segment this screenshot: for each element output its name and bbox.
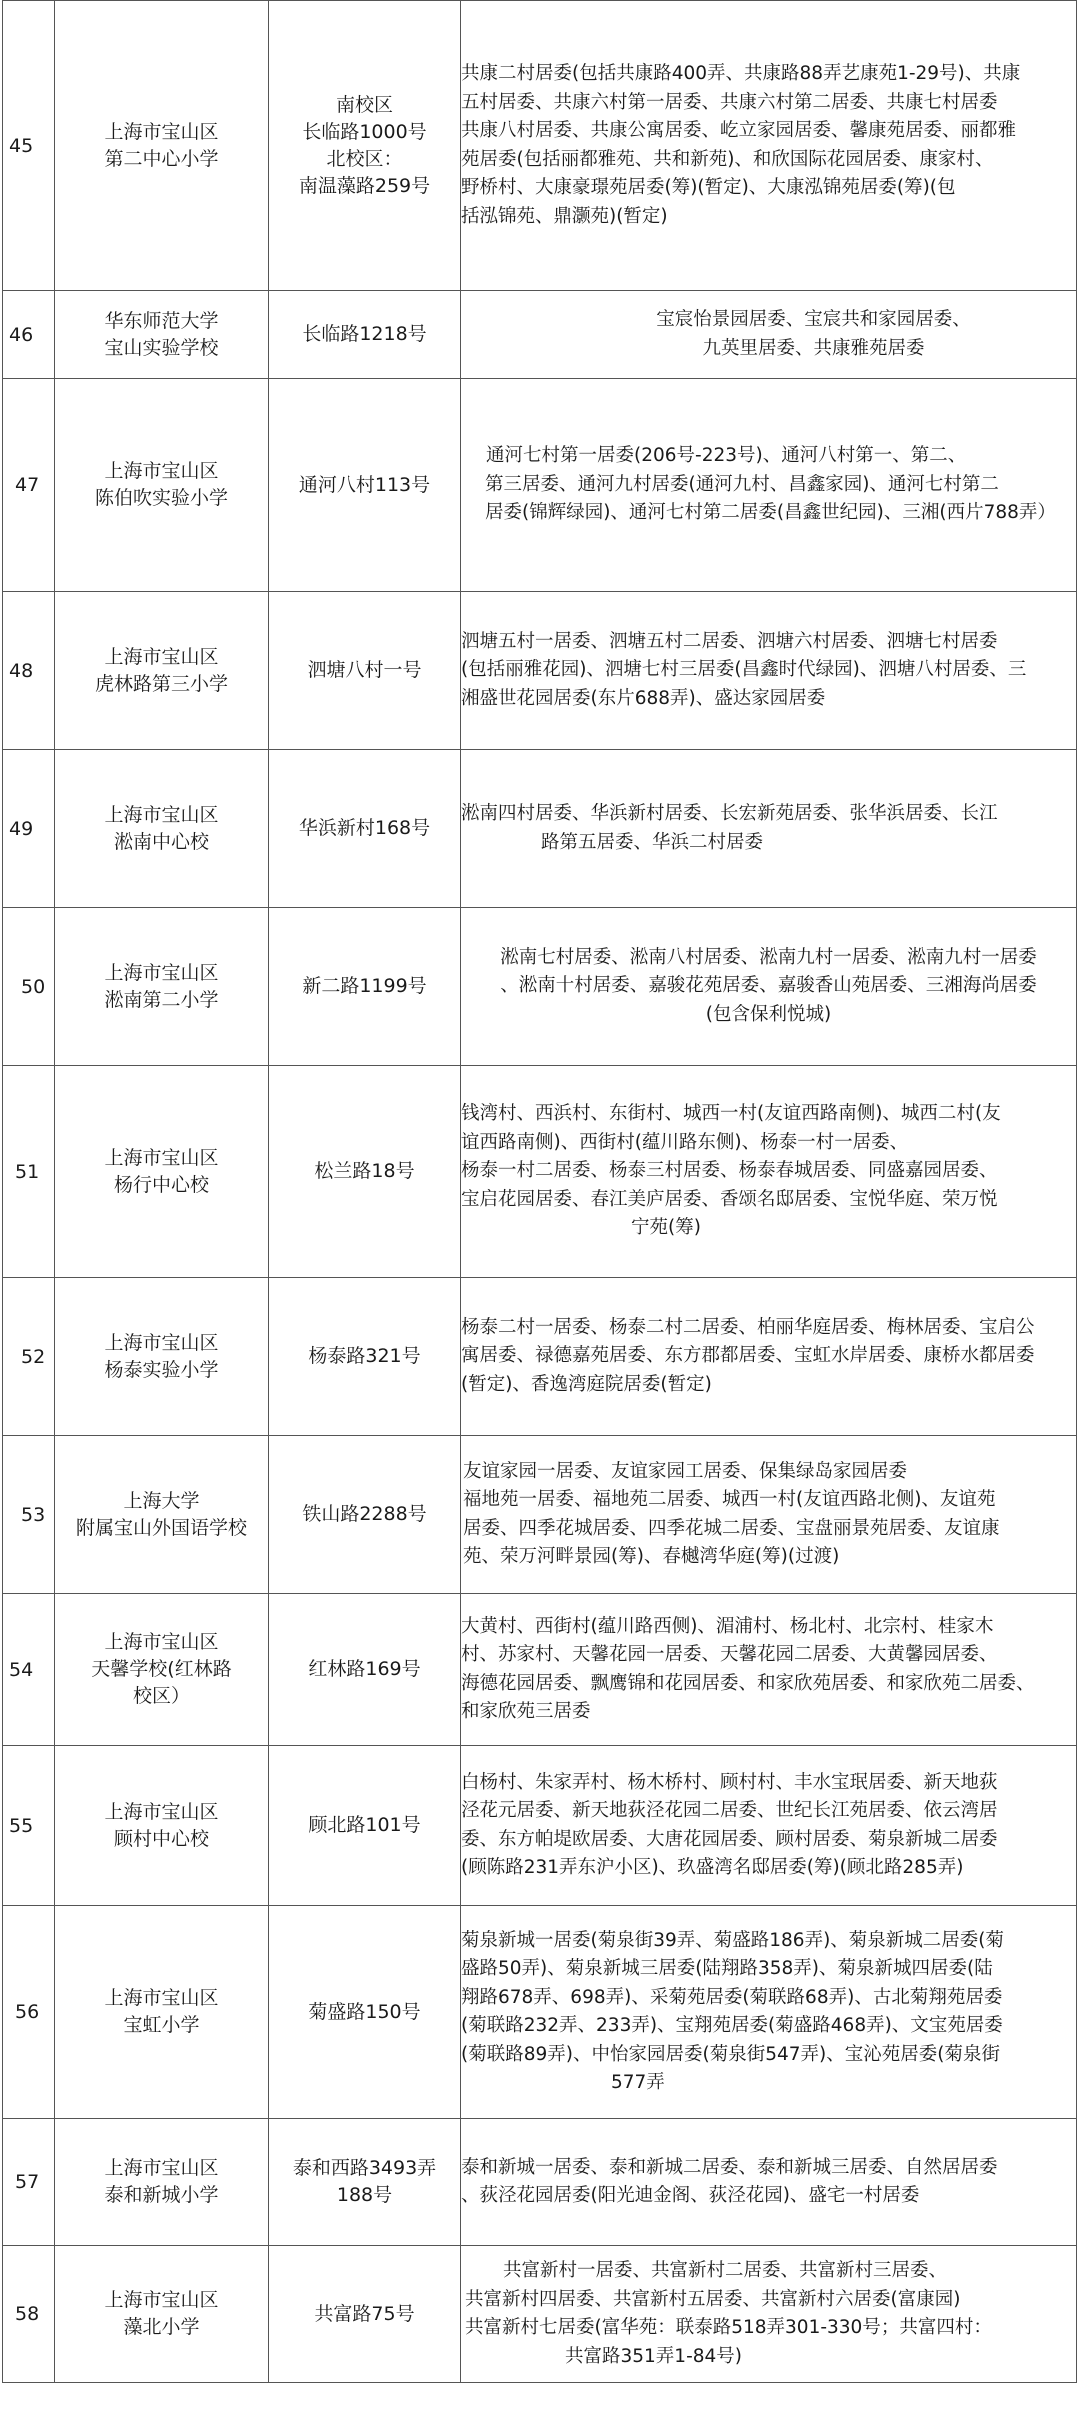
- school-name-line: 上海市宝山区: [104, 645, 219, 668]
- enrollment-area-line: 杨泰一村二居委、杨泰三村居委、杨泰春城居委、同盛嘉园居委、: [461, 1160, 998, 1182]
- school-address-cell: [269, 750, 461, 908]
- school-name-cell: [55, 2119, 269, 2246]
- enrollment-area-line: 九英里居委、共康雅苑居委: [702, 337, 925, 359]
- table-row: [3, 750, 1077, 908]
- school-address-line: 顾北路101号: [308, 1814, 421, 1836]
- enrollment-area-line: 淞南七村居委、淞南八村居委、淞南九村一居委、淞南九村一居委: [500, 946, 1037, 968]
- school-address-line: 南校区: [335, 93, 393, 116]
- school-address-cell: [269, 2246, 461, 2383]
- school-name-line: 宝虹小学: [123, 2014, 200, 2036]
- enrollment-area-cell: [461, 1436, 1077, 1594]
- school-name-line: 附属宝山外国语学校: [75, 1516, 247, 1539]
- enrollment-area-line: 五村居委、共康六村第一居委、共康六村第二居委、共康七村居委: [461, 91, 998, 113]
- school-address-line: 铁山路2288号: [302, 1503, 427, 1525]
- table-row: [3, 1906, 1077, 2119]
- enrollment-area-cell: [461, 1278, 1077, 1436]
- enrollment-area-cell: [461, 379, 1077, 592]
- enrollment-area-line: 577弄: [611, 2072, 665, 2093]
- row-number: 45: [3, 1, 55, 291]
- school-name-line: 杨行中心校: [113, 1173, 209, 1196]
- table-row: [3, 592, 1077, 750]
- enrollment-area-line: (菊联路89弄)、中怡家园居委(菊泉街547弄)、宝沁苑居委(菊泉街: [461, 2043, 1000, 2065]
- school-district-table: [2, 0, 1077, 2383]
- school-name-line: 上海市宝山区: [104, 1631, 219, 1653]
- school-name-line: 杨泰实验小学: [104, 1358, 219, 1381]
- school-name-line: 上海大学: [123, 1489, 200, 1512]
- school-name-line: 上海市宝山区: [104, 460, 219, 482]
- school-name-line: 上海市宝山区: [104, 1800, 219, 1823]
- school-name-cell: [55, 592, 269, 750]
- school-name-line: 天馨学校(红林路: [91, 1658, 232, 1680]
- enrollment-area-line: (菊联路232弄、233弄)、宝翔苑居委(菊盛路468弄)、文宝苑居委: [461, 2015, 1003, 2036]
- table-row: [3, 1436, 1077, 1594]
- school-address-cell: [269, 1, 461, 291]
- school-address-cell: [269, 2119, 461, 2246]
- table-row: [3, 1594, 1077, 1746]
- enrollment-area-line: 盛路50弄)、菊泉新城三居委(陆翔路358弄)、菊泉新城四居委(陆: [461, 1958, 993, 1979]
- school-name-cell: [55, 1436, 269, 1594]
- school-name-cell: [55, 1746, 269, 1906]
- enrollment-area-cell: [461, 2246, 1077, 2383]
- enrollment-area-line: 和家欣苑三居委: [461, 1701, 591, 1722]
- enrollment-area-cell: [461, 1746, 1077, 1906]
- enrollment-area-line: 苑、荣万河畔景园(筹)、春樾湾华庭(筹)(过渡): [463, 1546, 840, 1567]
- school-address-line: 菊盛路150号: [308, 2000, 421, 2023]
- school-address-cell: [269, 908, 461, 1066]
- school-name-line: 上海市宝山区: [104, 1146, 219, 1169]
- row-number: 48: [3, 592, 55, 750]
- school-address-cell: [269, 1066, 461, 1278]
- enrollment-area-cell: [461, 1594, 1077, 1746]
- enrollment-area-line: 路第五居委、华浜二村居委: [541, 831, 764, 853]
- school-address-line: 北校区：: [326, 147, 403, 170]
- school-name-line: 藻北小学: [123, 2316, 200, 2338]
- enrollment-area-line: 菊泉新城一居委(菊泉街39弄、菊盛路186弄)、菊泉新城二居委(菊: [461, 1929, 1005, 1951]
- row-number: 57: [3, 2119, 55, 2246]
- row-number: 51: [3, 1066, 55, 1278]
- row-number: 58: [3, 2246, 55, 2383]
- row-number: 49: [3, 750, 55, 908]
- school-address-line: 杨泰路321号: [308, 1345, 421, 1367]
- school-address-line: 新二路1199号: [302, 975, 427, 997]
- school-name-line: 上海市宝山区: [104, 803, 219, 826]
- school-name-cell: [55, 1, 269, 291]
- school-address-line: 通河八村113号: [298, 473, 431, 496]
- table-row: [3, 2119, 1077, 2246]
- school-name-line: 上海市宝山区: [104, 1331, 219, 1354]
- school-name-cell: [55, 750, 269, 908]
- school-address-cell: [269, 592, 461, 750]
- enrollment-area-cell: [461, 1906, 1077, 2119]
- school-name-cell: [55, 1906, 269, 2119]
- table-row: [3, 2246, 1077, 2383]
- row-number: 46: [3, 291, 55, 379]
- school-name-line: 淞南中心校: [113, 830, 209, 853]
- enrollment-area-line: 泗塘五村一居委、泗塘五村二居委、泗塘六村居委、泗塘七村居委: [461, 630, 998, 652]
- enrollment-area-line: 第三居委、通河九村居委(通河九村、昌鑫家园)、通河七村第二: [485, 473, 999, 495]
- school-name-line: 上海市宝山区: [104, 961, 219, 984]
- table-row: [3, 1066, 1077, 1278]
- school-name-line: 华东师范大学: [104, 309, 219, 332]
- enrollment-area-line: 共富路351弄1-84号): [565, 2345, 743, 2367]
- school-name-cell: [55, 1594, 269, 1746]
- school-address-line: 长临路1000号: [302, 120, 427, 143]
- school-name-line: 上海市宝山区: [104, 2157, 219, 2179]
- table-row: [3, 1, 1077, 291]
- school-name-line: 陈伯吹实验小学: [94, 487, 228, 509]
- school-address-line: 华浜新村168号: [298, 817, 431, 839]
- school-address-line: 共富路75号: [314, 2302, 415, 2325]
- enrollment-area-line: 共康八村居委、共康公寓居委、屹立家园居委、馨康苑居委、丽都雅: [461, 120, 1017, 141]
- enrollment-area-cell: [461, 291, 1077, 379]
- table-row: [3, 379, 1077, 592]
- school-address-cell: [269, 1436, 461, 1594]
- enrollment-area-line: 宁苑(筹): [631, 1217, 701, 1239]
- school-address-line: 红林路169号: [308, 1658, 421, 1680]
- enrollment-area-line: 宝启花园居委、春江美庐居委、香颂名邸居委、宝悦华庭、荣万悦: [461, 1188, 998, 1210]
- enrollment-area-line: 杨泰二村一居委、杨泰二村二居委、柏丽华庭居委、梅林居委、宝启公: [461, 1316, 1035, 1338]
- enrollment-area-line: 湘盛世花园居委(东片688弄)、盛达家园居委: [461, 687, 826, 709]
- school-address-line: 松兰路18号: [314, 1160, 415, 1182]
- enrollment-area-line: 委、东方帕堤欧居委、大唐花园居委、顾村居委、菊泉新城二居委: [461, 1828, 998, 1850]
- enrollment-area-line: 村、苏家村、天馨花园一居委、天馨花园二居委、大黄馨园居委、: [461, 1644, 998, 1665]
- school-address-line: 泗塘八村一号: [307, 659, 422, 681]
- school-name-line: 虎林路第三小学: [94, 672, 228, 695]
- enrollment-area-line: 居委、四季花城居委、四季花城二居委、宝盘丽景苑居委、友谊康: [463, 1517, 1000, 1539]
- table-row: [3, 291, 1077, 379]
- school-address-cell: [269, 1278, 461, 1436]
- school-name-line: 校区）: [132, 1685, 190, 1707]
- school-name-cell: [55, 291, 269, 379]
- enrollment-area-line: 居委(锦辉绿园)、通河七村第二居委(昌鑫世纪园)、三湘(西片788弄）: [485, 502, 1056, 524]
- row-number: 56: [3, 1906, 55, 2119]
- school-address-line: 188号: [336, 2184, 393, 2206]
- school-name-line: 顾村中心校: [113, 1827, 209, 1850]
- enrollment-area-line: 福地苑一居委、福地苑二居委、城西一村(友谊西路北侧)、友谊苑: [463, 1489, 996, 1510]
- enrollment-area-cell: [461, 908, 1077, 1066]
- enrollment-area-line: 泰和新城一居委、泰和新城二居委、泰和新城三居委、自然居居委: [461, 2156, 998, 2178]
- school-name-line: 上海市宝山区: [104, 2289, 219, 2311]
- enrollment-area-cell: [461, 1066, 1077, 1278]
- enrollment-area-line: 通河七村第一居委(206号-223号)、通河八村第一、第二、: [486, 445, 967, 467]
- school-name-line: 第二中心小学: [104, 147, 219, 170]
- enrollment-area-line: 野桥村、大康豪璟苑居委(筹)(暂定)、大康泓锦苑居委(筹)(包: [461, 177, 956, 198]
- school-name-cell: [55, 908, 269, 1066]
- table-row: [3, 1746, 1077, 1906]
- enrollment-area-line: (包含保利悦城): [705, 1003, 832, 1025]
- enrollment-area-cell: [461, 2119, 1077, 2246]
- school-name-line: 泰和新城小学: [104, 2184, 219, 2206]
- school-name-cell: [55, 1066, 269, 1278]
- row-number: 54: [3, 1594, 55, 1746]
- table-row: [3, 908, 1077, 1066]
- school-address-cell: [269, 1746, 461, 1906]
- enrollment-area-line: 泾花元居委、新天地荻泾花园二居委、世纪长江苑居委、依云湾居: [461, 1800, 998, 1821]
- school-address-line: 长临路1218号: [302, 323, 427, 345]
- enrollment-area-line: 共富新村四居委、共富新村五居委、共富新村六居委(富康园): [465, 2288, 961, 2310]
- school-address-line: 泰和西路3493弄: [292, 2157, 437, 2179]
- enrollment-area-line: 钱湾村、西浜村、东街村、城西一村(友谊西路南侧)、城西二村(友: [461, 1103, 1001, 1125]
- enrollment-area-line: 白杨村、朱家弄村、杨木桥村、顾村村、丰水宝珉居委、新天地荻: [461, 1771, 998, 1793]
- enrollment-area-line: (包括丽雅花园)、泗塘七村三居委(昌鑫时代绿园)、泗塘八村居委、三: [461, 659, 1027, 681]
- enrollment-area-line: 海德花园居委、飘鹰锦和花园居委、和家欣苑居委、和家欣苑二居委、: [461, 1672, 1035, 1694]
- enrollment-area-line: 谊西路南侧)、西街村(蕴川路东侧)、杨泰一村一居委、: [461, 1131, 909, 1153]
- enrollment-area-line: 淞南四村居委、华浜新村居委、长宏新苑居委、张华浜居委、长江: [461, 803, 998, 824]
- enrollment-area-line: 、荻泾花园居委(阳光迪金阁、荻泾花园)、盛宅一村居委: [461, 2185, 920, 2206]
- table-body: [3, 1, 1077, 2383]
- row-number: 53: [3, 1436, 55, 1594]
- enrollment-area-line: 共富新村一居委、共富新村二居委、共富新村三居委、: [503, 2260, 948, 2281]
- school-address-cell: [269, 1906, 461, 2119]
- school-name-cell: [55, 2246, 269, 2383]
- school-address-cell: [269, 291, 461, 379]
- row-number: 50: [3, 908, 55, 1066]
- school-name-line: 宝山实验学校: [104, 336, 219, 359]
- school-name-cell: [55, 379, 269, 592]
- enrollment-area-cell: [461, 1, 1077, 291]
- enrollment-area-line: (顾陈路231弄东沪小区)、玖盛湾名邸居委(筹)(顾北路285弄): [461, 1857, 964, 1878]
- enrollment-area-line: 友谊家园一居委、友谊家园工居委、保集绿岛家园居委: [463, 1460, 908, 1482]
- enrollment-area-cell: [461, 592, 1077, 750]
- school-address-cell: [269, 379, 461, 592]
- enrollment-area-line: 共富新村七居委(富华苑：联泰路518弄301-330号；共富四村：: [465, 2317, 992, 2338]
- school-name-line: 淞南第二小学: [104, 988, 219, 1011]
- row-number: 55: [3, 1746, 55, 1906]
- enrollment-area-line: 共康二村居委(包括共康路400弄、共康路88弄艺康苑1-29号)、共康: [461, 63, 1021, 84]
- enrollment-area-line: (暂定)、香逸湾庭院居委(暂定): [461, 1373, 712, 1395]
- school-name-cell: [55, 1278, 269, 1436]
- enrollment-area-line: 、淞南十村居委、嘉骏花苑居委、嘉骏香山苑居委、三湘海尚居委: [500, 975, 1037, 997]
- school-name-line: 上海市宝山区: [104, 1987, 219, 2009]
- enrollment-area-line: 苑居委(包括丽都雅苑、共和新苑)、和欣国际花园居委、康家村、: [461, 148, 994, 170]
- school-name-line: 上海市宝山区: [104, 120, 219, 143]
- enrollment-area-line: 括泓锦苑、鼎灏苑)(暂定): [461, 205, 668, 227]
- enrollment-area-line: 宝宸怡景园居委、宝宸共和家园居委、: [656, 309, 971, 330]
- row-number: 52: [3, 1278, 55, 1436]
- enrollment-area-line: 大黄村、西街村(蕴川路西侧)、湄浦村、杨北村、北宗村、桂家木: [461, 1615, 994, 1637]
- row-number: 47: [3, 379, 55, 592]
- school-address-line: 南温藻路259号: [298, 174, 431, 197]
- school-address-cell: [269, 1594, 461, 1746]
- enrollment-area-line: 寓居委、禄德嘉苑居委、东方郡都居委、宝虹水岸居委、康桥水都居委: [461, 1345, 1035, 1367]
- enrollment-area-cell: [461, 750, 1077, 908]
- enrollment-area-line: 翔路678弄、698弄)、采菊苑居委(菊联路68弄)、古北菊翔苑居委: [461, 1986, 1003, 2008]
- table-row: [3, 1278, 1077, 1436]
